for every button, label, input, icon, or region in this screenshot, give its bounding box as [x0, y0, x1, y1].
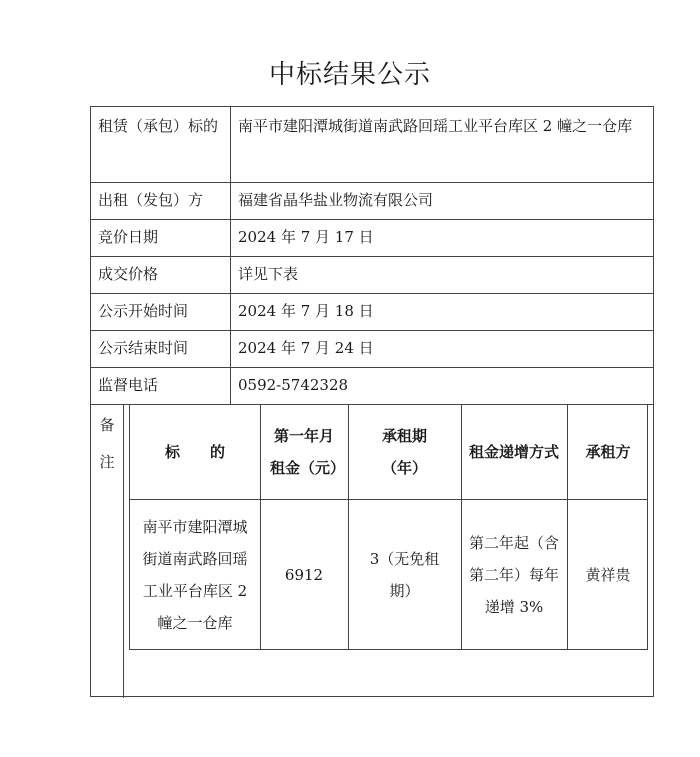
row-label-bid-date: 竞价日期 [98, 228, 159, 246]
row-label-end-date: 公示结束时间 [98, 339, 189, 357]
row-divider [91, 256, 653, 257]
column-divider [230, 107, 231, 404]
cell-monthly-rent: 6912 [284, 566, 324, 584]
cell-tenant: 黄祥贵 [585, 566, 631, 584]
note-divider [123, 404, 124, 698]
row-value-lessor: 福建省晶华盐业物流有限公司 [238, 191, 434, 209]
row-divider [91, 367, 653, 368]
row-label-start-date: 公示开始时间 [98, 302, 189, 320]
row-label-deal-price: 成交价格 [98, 265, 159, 283]
note-label: 备注 [99, 416, 115, 471]
row-value-end-date: 2024 年 7 月 24 日 [238, 339, 374, 357]
result-table [90, 106, 654, 697]
header-increase-method: 租金递增方式 [469, 443, 560, 461]
row-value-phone: 0592-5742328 [238, 376, 349, 394]
page-title: 中标结果公示 [268, 60, 431, 90]
row-label-subject: 租赁（承包）标的 [98, 117, 219, 135]
row-value-deal-price: 详见下表 [238, 265, 299, 283]
header-tenant: 承租方 [585, 443, 631, 461]
header-lease-term: 承租期（年） [381, 427, 427, 477]
row-label-lessor: 出租（发包）方 [98, 191, 204, 209]
header-subject: 标 的 [164, 443, 225, 461]
cell-subject: 南平市建阳潭城街道南武路回瑶工业平台库区 2 幢之一仓库 [142, 518, 248, 632]
detail-table [129, 404, 648, 650]
cell-lease-term: 3（无免租期） [369, 550, 440, 600]
row-value-start-date: 2024 年 7 月 18 日 [238, 302, 374, 320]
header-monthly-rent: 第一年月租金（元） [270, 427, 346, 477]
row-value-subject: 南平市建阳潭城街道南武路回瑶工业平台库区 2 幢之一仓库 [238, 117, 633, 135]
cell-increase-method: 第二年起（含第二年）每年递增 3% [468, 534, 559, 616]
row-value-bid-date: 2024 年 7 月 17 日 [238, 228, 374, 246]
row-label-phone: 监督电话 [98, 376, 159, 394]
